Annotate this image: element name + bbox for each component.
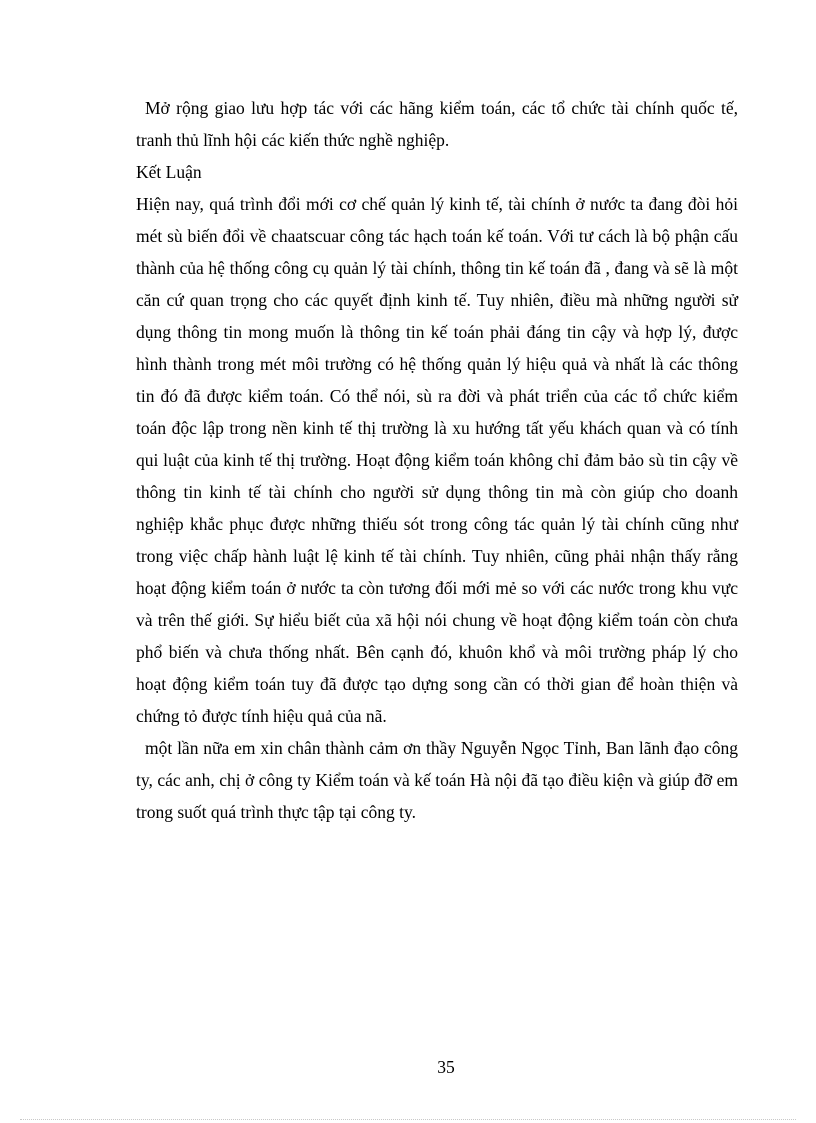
page-bottom-divider	[20, 1119, 796, 1120]
document-body	[136, 92, 738, 828]
page-number: 35	[437, 1057, 455, 1077]
paragraph-acknowledgement: một lần nữa em xin chân thành cảm ơn thầy Nguyễn Ngọc Tỉnh, Ban lãnh đạo công ty, các anh, chị ở công ty Kiểm toán và kế toán Hà nội đã tạo điều kiện và giúp đỡ em trong suốt quá trình thực tập tại công ty.	[136, 738, 738, 822]
paragraph-conclusion: Hiện nay, quá trình đổi mới cơ chế quản lý kinh tế, tài chính ở nước ta đang đòi hỏi mét sù biến đổi về chaatscuar công tác hạch toán kế toán. Với tư cách là bộ phận cấu thành của hệ thống công cụ quản lý tài chính, thông tin kế toán đã , đang và sẽ là một căn cứ quan trọng cho các quyết định kinh tế. Tuy nhiên, điều mà những người sử dụng thông tin mong muốn là thông tin kế toán phải đáng tin cậy và hợp lý, được hình thành trong mét môi trường có hệ thống quản lý hiệu quả và nhất là các thông tin đó đã được kiểm toán. Có thể nói, sù ra đời và phát triển của các tổ chức kiểm toán độc lập trong nền kinh tế thị trường là xu hướng tất yếu khách quan và có tính qui luật của kinh tế thị trường. Hoạt động kiểm toán không chỉ đảm bảo sù tin cậy về thông tin kinh tế tài chính cho người sử dụng thông tin mà còn giúp cho doanh nghiệp khắc phục được những thiếu sót trong công tác quản lý tài chính cũng như trong việc chấp hành luật lệ kinh tế tài chính. Tuy nhiên, cũng phải nhận thấy rằng hoạt động kiểm toán ở nước ta còn tương đối mới mẻ so với các nước trong khu vực và trên thế giới. Sự hiểu biết của xã hội nói chung về hoạt động kiểm toán còn chưa phổ biến và chưa thống nhất. Bên cạnh đó, khuôn khổ và môi trường pháp lý cho hoạt động kiểm toán tuy đã được tạo dựng song cần có thời gian để hoàn thiện và chứng tỏ được tính hiệu quả của nã.	[136, 194, 738, 726]
paragraph-intro: Mở rộng giao lưu hợp tác với các hãng kiểm toán, các tổ chức tài chính quốc tế, tranh thủ lĩnh hội các kiến thức nghề nghiệp.	[136, 98, 738, 150]
section-heading: Kết Luận	[136, 162, 202, 182]
